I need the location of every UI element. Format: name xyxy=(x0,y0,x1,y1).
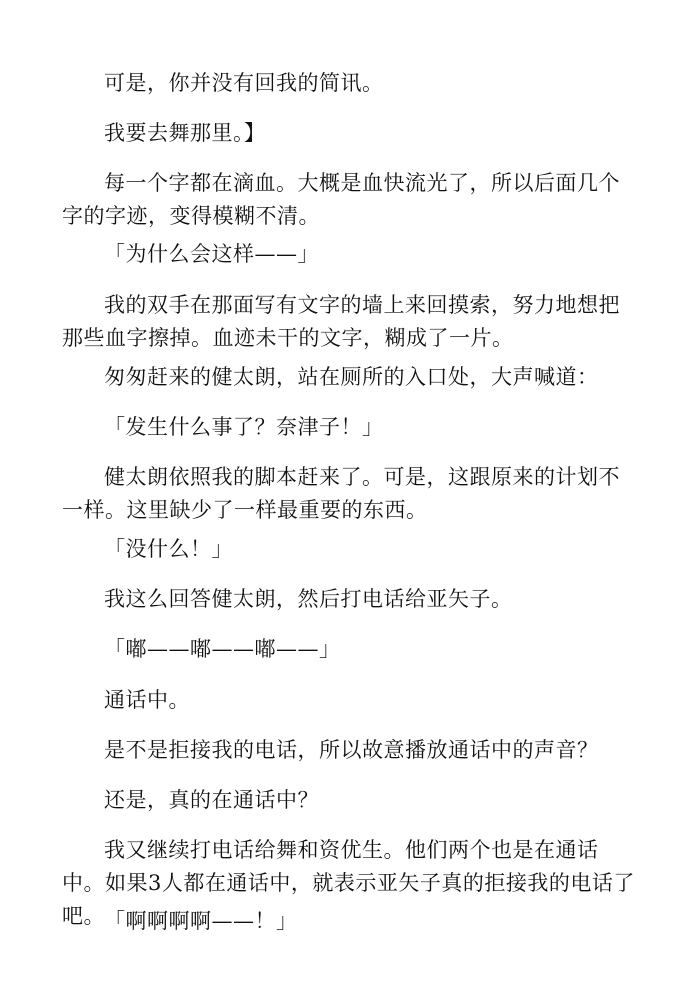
paragraph-16: 「啊啊啊啊——！」 xyxy=(104,909,298,933)
paragraph-4: 「为什么会这样——」 xyxy=(104,242,319,266)
paragraph-15: 我又继续打电话给舞和资优生。他们两个也是在通话中。如果3人都在通话中，就表示亚矢子真的拒接我的电话了吧。 xyxy=(62,838,635,928)
paragraph-11: 「嘟——嘟——嘟——」 xyxy=(104,637,341,661)
paragraph-2: 我要去舞那里。】 xyxy=(104,121,266,145)
paragraph-14: 还是，真的在通话中？ xyxy=(104,788,319,812)
paragraph-3: 每一个字都在滴血。大概是血快流光了，所以后面几个字的字迹，变得模糊不清。 xyxy=(62,171,620,228)
paragraph-8: 健太朗依照我的脚本赶来了。可是，这跟原来的计划不一样。这里缺少了一样最重要的东西。 xyxy=(62,465,620,522)
paragraph-10: 我这么回答健太朗，然后打电话给亚矢子。 xyxy=(104,587,513,611)
paragraph-13: 是不是拒接我的电话，所以故意播放通话中的声音？ xyxy=(104,738,599,762)
paragraph-1: 可是，你并没有回我的简讯。 xyxy=(104,71,384,95)
paragraph-12: 通话中。 xyxy=(104,688,190,712)
paragraph-6: 匆匆赶来的健太朗，站在厕所的入口处，大声喊道： xyxy=(104,365,599,389)
paragraph-7: 「发生什么事了？奈津子！」 xyxy=(104,415,384,439)
paragraph-5: 我的双手在那面写有文字的墙上来回摸索，努力地想把那些血字擦掉。血迹未干的文字，糊成了一片。 xyxy=(62,293,620,350)
paragraph-9: 「没什么！」 xyxy=(104,537,233,561)
